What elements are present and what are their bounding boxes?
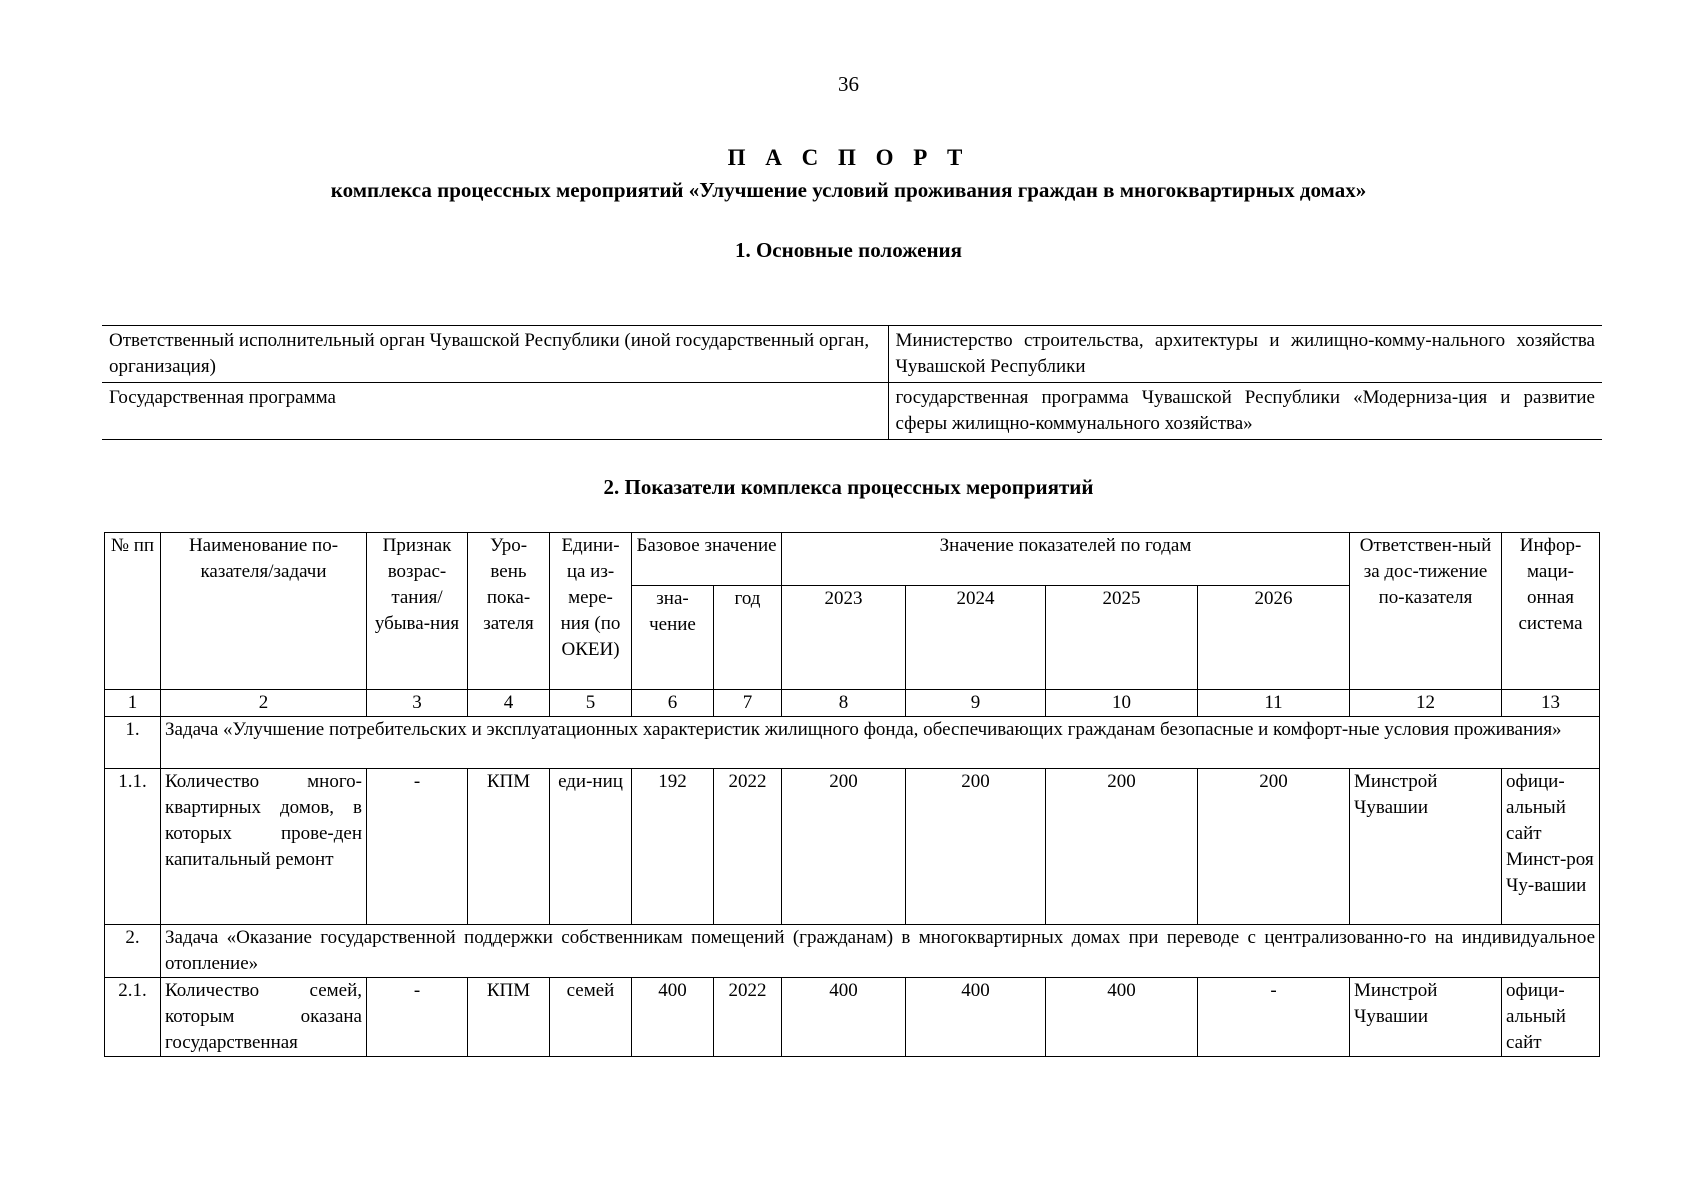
- header-base-year: год: [714, 586, 782, 690]
- indicator-value-2023: 200: [782, 769, 906, 925]
- header-trend: Признак возрас-тания/ убыва-ния: [367, 533, 468, 690]
- indicator-base-year: 2022: [714, 978, 782, 1057]
- indicator-value-2024: 400: [906, 978, 1046, 1057]
- header-info-system: Инфор-маци-онная система: [1502, 533, 1600, 690]
- info-value: Министерство строительства, архитектуры и жилищно-комму-нального хозяйства Чувашской Республики: [888, 326, 1602, 383]
- header-year-2024: 2024: [906, 586, 1046, 690]
- task-text: Задача «Оказание государственной поддержки собственникам помещений (гражданам) в многоквартирных домах при переводе с централизованно-го на индивидуальное отопление»: [161, 925, 1600, 978]
- indicator-num: 1.1.: [105, 769, 161, 925]
- indicator-trend: -: [367, 978, 468, 1057]
- col-number: 8: [782, 690, 906, 717]
- col-number: 1: [105, 690, 161, 717]
- document-subtitle: комплекса процессных мероприятий «Улучшение условий проживания граждан в многоквартирных домах»: [330, 178, 1367, 202]
- indicator-info-system: офици-альный сайт Минст-роя Чу-вашии: [1502, 769, 1600, 925]
- indicator-value-2023: 400: [782, 978, 906, 1057]
- indicator-value-2026: 200: [1198, 769, 1350, 925]
- indicator-name: Количество много-квартирных домов, в которых прове-ден капитальный ремонт: [161, 769, 367, 925]
- indicator-level: КПМ: [468, 769, 550, 925]
- header-row-1: [105, 533, 1600, 586]
- header-name: Наименование по-казателя/задачи: [161, 533, 367, 690]
- task-num: 1.: [105, 717, 161, 769]
- col-number: 6: [632, 690, 714, 717]
- indicator-unit: еди-ниц: [550, 769, 632, 925]
- indicator-num: 2.1.: [105, 978, 161, 1057]
- indicators-table: [104, 532, 1600, 1057]
- indicator-name: Количество семей, которым оказана государственная: [161, 978, 367, 1057]
- task-row: [105, 717, 1600, 769]
- info-row-program: [102, 383, 1602, 440]
- col-number: 5: [550, 690, 632, 717]
- info-value: государственная программа Чувашской Республики «Модерниза-ция и развитие сферы жилищно-коммунального хозяйства»: [888, 383, 1602, 440]
- col-number: 2: [161, 690, 367, 717]
- header-responsible: Ответствен-ный за дос-тижение по-казателя: [1350, 533, 1502, 690]
- column-numbers-row: [105, 690, 1600, 717]
- header-unit: Едини-ца из-мере-ния (по ОКЕИ): [550, 533, 632, 690]
- header-num: № пп: [105, 533, 161, 690]
- header-base-value: зна-чение: [632, 586, 714, 690]
- col-number: 7: [714, 690, 782, 717]
- section-1-heading: 1. Основные положения: [734, 238, 963, 262]
- indicator-base-value: 192: [632, 769, 714, 925]
- col-number: 9: [906, 690, 1046, 717]
- indicator-value-2024: 200: [906, 769, 1046, 925]
- document-title: П А С П О Р Т: [727, 145, 970, 170]
- indicator-value-2026: -: [1198, 978, 1350, 1057]
- indicator-info-system: офици-альный сайт: [1502, 978, 1600, 1057]
- indicator-base-year: 2022: [714, 769, 782, 925]
- header-base: Базовое значение: [632, 533, 782, 586]
- col-number: 13: [1502, 690, 1600, 717]
- info-label: Государственная программа: [102, 383, 888, 440]
- indicator-unit: семей: [550, 978, 632, 1057]
- indicator-value-2025: 400: [1046, 978, 1198, 1057]
- indicator-value-2025: 200: [1046, 769, 1198, 925]
- col-number: 4: [468, 690, 550, 717]
- indicator-row: [105, 978, 1600, 1057]
- col-number: 10: [1046, 690, 1198, 717]
- indicator-responsible: Минстрой Чувашии: [1350, 978, 1502, 1057]
- indicator-row: [105, 769, 1600, 925]
- indicator-responsible: Минстрой Чувашии: [1350, 769, 1502, 925]
- header-year-2023: 2023: [782, 586, 906, 690]
- indicator-trend: -: [367, 769, 468, 925]
- col-number: 3: [367, 690, 468, 717]
- info-row-responsible: [102, 326, 1602, 383]
- page-number: 36: [838, 72, 859, 96]
- task-num: 2.: [105, 925, 161, 978]
- task-text: Задача «Улучшение потребительских и эксплуатационных характеристик жилищного фонда, обеспечивающих гражданам безопасные и комфорт-ные условия проживания»: [161, 717, 1600, 769]
- task-row: [105, 925, 1600, 978]
- header-years-group: Значение показателей по годам: [782, 533, 1350, 586]
- section-2-heading: 2. Показатели комплекса процессных мероприятий: [603, 475, 1094, 499]
- header-level: Уро-вень пока-зателя: [468, 533, 550, 690]
- col-number: 12: [1350, 690, 1502, 717]
- col-number: 11: [1198, 690, 1350, 717]
- header-year-2026: 2026: [1198, 586, 1350, 690]
- basic-info-table: [102, 325, 1602, 440]
- indicator-level: КПМ: [468, 978, 550, 1057]
- header-year-2025: 2025: [1046, 586, 1198, 690]
- indicator-base-value: 400: [632, 978, 714, 1057]
- info-label: Ответственный исполнительный орган Чувашской Республики (иной государственный орган, организация): [102, 326, 888, 383]
